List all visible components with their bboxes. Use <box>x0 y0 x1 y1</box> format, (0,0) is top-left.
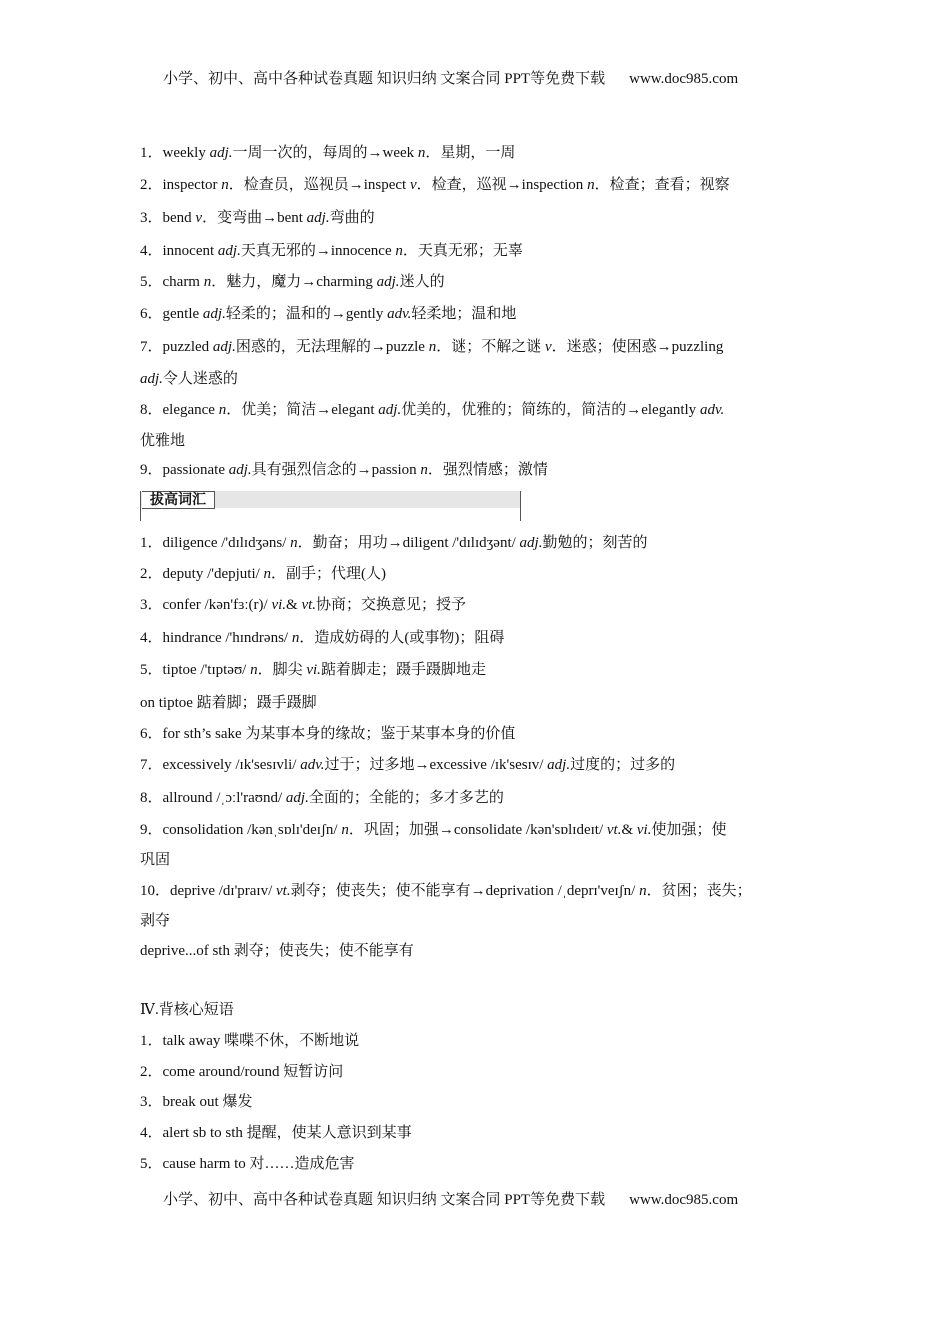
text-segment: 轻柔地；温和地 <box>411 306 517 322</box>
text-segment: 7．puzzled <box>140 339 213 355</box>
text-segment: ．勤奋；用功→diligent /'dɪlɪdʒənt/ <box>297 535 520 551</box>
text-segment: ．谜；不解之谜 <box>436 339 545 355</box>
part-of-speech: n <box>417 145 426 161</box>
text-segment: 10．deprive /dɪ'praɪv/ <box>140 883 277 899</box>
part-of-speech: adj. <box>285 790 309 806</box>
list-item <box>140 431 185 451</box>
text-segment: 一周一次的，每周的→week <box>232 145 418 161</box>
text-segment: ．脚尖 <box>257 662 307 678</box>
text-segment: ．迷惑；使困惑→puzzling <box>551 339 724 355</box>
text-segment: 6．for sth’s sake 为某事本身的缘故；鉴于某事本身的价值 <box>140 726 516 742</box>
part-of-speech: n <box>428 339 437 355</box>
text-segment: ．变弯曲→bent <box>202 210 307 226</box>
text-segment: 巩固 <box>140 852 171 868</box>
text-segment: 协商；交换意见；授予 <box>316 597 467 613</box>
part-of-speech: n <box>639 883 647 899</box>
list-item <box>140 400 724 420</box>
list-item <box>140 850 170 870</box>
list-item <box>140 564 386 584</box>
text-segment: 3．confer /kən'fɜː(r)/ <box>140 597 272 613</box>
part-of-speech: adj. <box>306 210 330 226</box>
text-segment: 5．cause harm to 对……造成危害 <box>140 1156 355 1172</box>
section-box <box>140 491 521 521</box>
list-item <box>140 143 515 163</box>
section-title: 拔高词汇 <box>142 491 215 509</box>
text-segment: 4．innocent <box>140 243 218 259</box>
text-segment: ．星期，一周 <box>425 145 516 161</box>
part-of-speech: vi. <box>636 822 652 838</box>
list-item <box>140 881 752 901</box>
page-header <box>163 69 738 89</box>
header-url[interactable]: www.doc985.com <box>629 71 739 87</box>
text-segment: 具有强烈信念的→passion <box>251 462 421 478</box>
text-segment: 6．gentle <box>140 306 203 322</box>
header-text: 小学、初中、高中各种试卷真题 知识归纳 文案合同 PPT等免费下载 <box>163 71 606 87</box>
text-segment: 2．inspector <box>140 177 222 193</box>
part-of-speech: n <box>221 177 229 193</box>
part-of-speech: adj. <box>547 757 571 773</box>
part-of-speech: vt. <box>606 822 622 838</box>
part-of-speech: n <box>263 566 272 582</box>
part-of-speech: n <box>250 662 258 678</box>
text-segment: 踮着脚走；蹑手蹑脚地走 <box>320 662 486 678</box>
text-segment: ．检查员，巡视员→inspect <box>228 177 410 193</box>
text-segment: 令人迷惑的 <box>162 371 238 387</box>
part-of-speech: v <box>195 210 203 226</box>
part-of-speech: adj. <box>212 339 236 355</box>
list-item <box>140 755 675 775</box>
text-segment: 4．alert sb to sth 提醒，使某人意识到某事 <box>140 1125 412 1141</box>
part-of-speech: adj. <box>376 274 400 290</box>
part-of-speech: adj. <box>140 371 163 387</box>
list-item <box>140 1092 252 1112</box>
list-item <box>140 272 445 292</box>
list-item <box>140 460 548 480</box>
text-segment: ．优美；简洁→elegant <box>226 402 379 418</box>
part-of-speech: adj. <box>228 462 252 478</box>
text-segment: 2．deputy /'depjuti/ <box>140 566 264 582</box>
text-segment: ．造成妨碍的人(或事物)；阻碍 <box>299 630 505 646</box>
part-of-speech: adv. <box>300 757 325 773</box>
text-segment: 8．elegance <box>140 402 219 418</box>
text-segment: deprive...of sth 剥夺；使丧失；使不能享有 <box>140 943 414 959</box>
text-segment: 弯曲的 <box>329 210 375 226</box>
list-item <box>140 1154 355 1174</box>
text-segment: 勤勉的；刻苦的 <box>542 535 648 551</box>
text-segment: 2．come around/round 短暂访问 <box>140 1064 344 1080</box>
list-item <box>140 788 504 808</box>
part-of-speech: adj. <box>202 306 226 322</box>
part-of-speech: adj. <box>209 145 233 161</box>
list-item <box>140 533 647 553</box>
text-segment: 5．charm <box>140 274 204 290</box>
part-of-speech: n <box>291 630 300 646</box>
text-segment: 剥夺；使丧失；使不能享有→deprivation /ˌdeprɪ'veɪʃn/ <box>290 883 640 899</box>
text-segment: 全面的；全能的；多才多艺的 <box>308 790 504 806</box>
text-segment: 天真无邪的→innocence <box>240 243 396 259</box>
text-segment: 1．diligence /'dɪlɪdʒəns/ <box>140 535 291 551</box>
text-segment: 7．excessively /ɪk'sesɪvli/ <box>140 757 301 773</box>
list-item <box>140 724 515 744</box>
text-segment: 9．consolidation /kənˌsɒlɪ'deɪʃn/ <box>140 822 342 838</box>
part-of-speech: n <box>218 402 227 418</box>
part-of-speech: n <box>587 177 595 193</box>
part-of-speech: adv. <box>387 306 412 322</box>
part-of-speech: v <box>409 177 417 193</box>
text-segment: 5．tiptoe /'tɪptəʊ/ <box>140 662 251 678</box>
text-segment: 3．bend <box>140 210 196 226</box>
text-segment: ．天真无邪；无辜 <box>402 243 523 259</box>
text-segment: ．魅力，魔力→charming <box>211 274 377 290</box>
part-of-speech: vi. <box>306 662 321 678</box>
list-item <box>140 693 317 713</box>
list-item <box>140 595 466 615</box>
footer-url[interactable]: www.doc985.com <box>629 1192 739 1208</box>
text-segment: & <box>286 597 302 613</box>
text-segment: 8．allround /ˌɔːl'raʊnd/ <box>140 790 286 806</box>
part-of-speech: n <box>341 822 349 838</box>
text-segment: Ⅳ.背核心短语 <box>140 1002 234 1018</box>
list-item <box>140 1123 412 1143</box>
text-segment: 困惑的，无法理解的→puzzle <box>235 339 429 355</box>
text-segment: 轻柔的；温和的→gently <box>225 306 388 322</box>
text-segment: 3．break out 爆发 <box>140 1094 253 1110</box>
part-of-speech: adj. <box>378 402 402 418</box>
list-item <box>140 820 726 840</box>
list-item <box>140 911 170 931</box>
part-of-speech: adj. <box>519 535 543 551</box>
text-segment: ．巩固；加强→consolidate /kən'sɒlɪdeɪt/ <box>348 822 607 838</box>
part-of-speech: adv. <box>699 402 725 418</box>
text-segment: 剥夺 <box>140 913 171 929</box>
list-item <box>140 304 516 324</box>
text-segment: 迷人的 <box>399 274 445 290</box>
part-of-speech: n <box>203 274 212 290</box>
text-segment: 1．weekly <box>140 145 210 161</box>
list-item <box>140 1031 359 1051</box>
text-segment: 9．passionate <box>140 462 229 478</box>
text-segment: ．贫困；丧失； <box>646 883 752 899</box>
text-segment: & <box>621 822 637 838</box>
part-of-speech: vt. <box>301 597 317 613</box>
text-segment: ．检查，巡视→inspection <box>416 177 588 193</box>
list-item <box>140 241 523 261</box>
part-of-speech: vt. <box>276 883 291 899</box>
text-segment: 优雅地 <box>140 433 186 449</box>
part-of-speech: n <box>395 243 403 259</box>
section-heading <box>140 1000 234 1020</box>
text-segment: ．检查；查看；视察 <box>594 177 730 193</box>
list-item <box>140 628 504 648</box>
text-segment: 过度的；过多的 <box>570 757 676 773</box>
text-segment: 使加强；使 <box>651 822 727 838</box>
list-item <box>140 941 414 961</box>
text-segment: 1．talk away 喋喋不休，不断地说 <box>140 1033 360 1049</box>
part-of-speech: vi. <box>271 597 287 613</box>
page-footer <box>163 1190 738 1210</box>
text-segment: on tiptoe 踮着脚；蹑手蹑脚 <box>140 695 317 711</box>
list-item <box>140 175 730 195</box>
part-of-speech: adj. <box>217 243 241 259</box>
list-item <box>140 369 238 389</box>
list-item <box>140 1062 343 1082</box>
text-segment: 过于；过多地→excessive /ɪk'sesɪv/ <box>324 757 548 773</box>
list-item <box>140 337 723 357</box>
footer-text: 小学、初中、高中各种试卷真题 知识归纳 文案合同 PPT等免费下载 <box>163 1192 606 1208</box>
text-segment: 4．hindrance /'hɪndrəns/ <box>140 630 292 646</box>
list-item <box>140 660 486 680</box>
text-segment: ．强烈情感；激情 <box>427 462 548 478</box>
part-of-speech: n <box>290 535 298 551</box>
text-segment: ．副手；代理(人) <box>271 566 387 582</box>
text-segment: 优美的，优雅的；简练的，简洁的→elegantly <box>401 402 700 418</box>
part-of-speech: n <box>420 462 428 478</box>
part-of-speech: v <box>545 339 552 355</box>
list-item <box>140 208 375 228</box>
